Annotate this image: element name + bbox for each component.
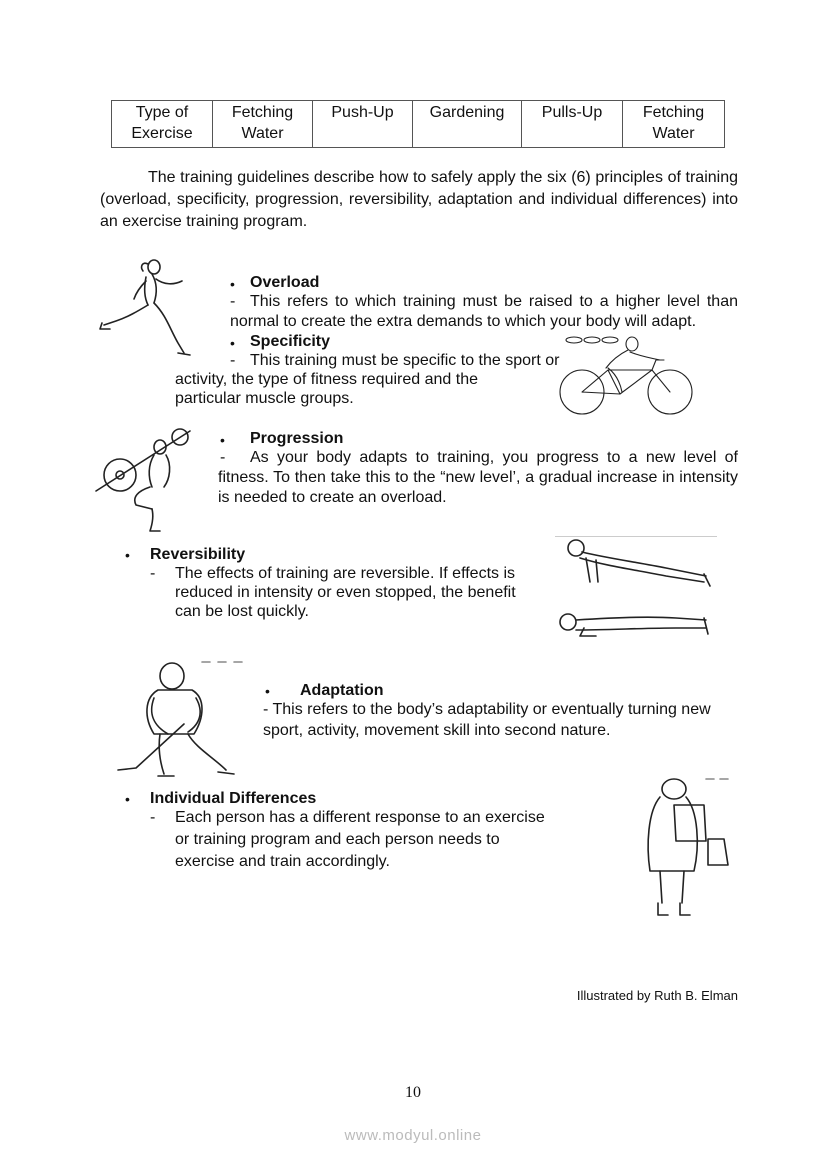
pushup-body-bottom <box>576 628 706 630</box>
table-cell <box>313 101 413 148</box>
pushup-head-top <box>568 540 584 556</box>
hiker-coat <box>648 797 697 871</box>
runner-arm-front <box>156 279 182 284</box>
push-up-illustration <box>556 536 716 648</box>
bullet: • <box>125 547 130 563</box>
runner-leg-front <box>154 303 184 353</box>
reversibility-line: The effects of training are reversible. If effects is <box>175 565 516 582</box>
hockey-helmet <box>160 663 184 689</box>
bike-frame <box>582 370 670 394</box>
barbell-squat-illustration <box>94 425 194 537</box>
hockey-arms <box>152 698 200 734</box>
dash: - <box>150 809 156 826</box>
cyclist-glasses <box>566 337 582 343</box>
table-row <box>112 101 725 148</box>
intro-paragraph: The training guidelines describe how to safely apply the six (6) principles of training (overload, specificity, progression, reversibility, adaptation and individual differences) into an exercise training program. <box>100 169 738 230</box>
pushup-feet-top <box>704 574 710 586</box>
lifter-thigh <box>135 487 152 509</box>
bullet: • <box>220 432 225 448</box>
pushup-head-bottom <box>560 614 576 630</box>
barbell-bar <box>96 431 190 491</box>
specificity-title: Specificity <box>250 333 331 350</box>
hiker-bag <box>708 839 728 865</box>
hockey-stick <box>118 724 184 770</box>
runner-ponytail <box>142 263 148 271</box>
adaptation-line: - This refers to the body’s adaptability or eventually turning new <box>263 701 711 718</box>
pushup-body-top <box>580 558 704 582</box>
page-number: 10 <box>405 1084 421 1101</box>
progression-text: As your body adapts to training, you progress to a new level of fitness. To then take this to the “new level’, a gradual increase in intensity is needed to create an overload. <box>218 449 738 506</box>
specificity-line: particular muscle groups. <box>175 390 354 407</box>
runner-leg-back <box>104 305 148 325</box>
bullet: • <box>265 683 270 699</box>
bullet: • <box>125 791 130 807</box>
runner-foot-front <box>178 353 190 355</box>
specificity-line: activity, the type of fitness required and the <box>175 371 478 388</box>
individual-line: exercise and train accordingly. <box>175 853 390 870</box>
hiker-hood <box>662 779 686 799</box>
table-cell <box>112 101 213 148</box>
cyclist-glasses <box>602 337 618 343</box>
progression-title: Progression <box>250 430 344 447</box>
lifter-torso <box>164 455 170 487</box>
overload-title: Overload <box>250 274 320 291</box>
dash: - <box>230 293 236 310</box>
reversibility-title: Reversibility <box>150 546 246 563</box>
hockey-skates <box>158 772 234 776</box>
cyclist-glasses <box>584 337 600 343</box>
cyclist-head <box>626 337 638 351</box>
cell-text: Fetching Water <box>231 104 294 142</box>
individual-line: Each person has a different response to an exercise <box>175 809 545 826</box>
table-cell <box>213 101 313 148</box>
bullet: • <box>230 276 235 292</box>
dash: - <box>230 352 236 369</box>
overload-text: This refers to which training must be raised to a higher level than normal to create the extra demands to which your body will adapt. <box>230 293 738 330</box>
cell-text: Fetching Water <box>642 104 705 142</box>
hockey-player-illustration <box>114 658 248 784</box>
individual-line: or training program and each person needs to <box>175 831 500 848</box>
hiker-illustration <box>636 775 740 923</box>
table-cell <box>413 101 522 148</box>
cell-text: Push-Up <box>331 104 394 121</box>
adaptation-line: sport, activity, movement skill into second nature. <box>263 722 611 739</box>
runner-illustration <box>98 255 202 359</box>
watermark: www.modyul.online <box>344 1127 482 1144</box>
bike-handlebar <box>652 360 664 370</box>
table-cell <box>522 101 623 148</box>
hiker-boots <box>658 903 690 915</box>
individual-differences-title: Individual Differences <box>150 790 317 807</box>
dash: - <box>220 449 226 466</box>
cell-text: Type of Exercise <box>131 104 193 142</box>
lifter-shin <box>150 509 160 531</box>
reversibility-line: reduced in intensity or even stopped, the benefit <box>175 584 516 601</box>
adaptation-title: Adaptation <box>300 682 384 699</box>
dash: - <box>150 565 156 582</box>
hockey-legs <box>159 734 226 774</box>
hiker-legs <box>660 871 684 903</box>
table-cell <box>623 101 725 148</box>
hiker-backpack <box>674 805 706 841</box>
lifter-torso <box>149 455 154 487</box>
exercise-table <box>111 100 725 148</box>
specificity-line: This training must be specific to the sport or <box>250 352 560 369</box>
pushup-body-bottom <box>576 617 706 620</box>
cyclist-illustration <box>556 330 698 416</box>
bullet: • <box>230 335 235 351</box>
cell-text: Gardening <box>429 104 505 121</box>
cyclist-body <box>606 350 660 392</box>
runner-head <box>148 260 160 274</box>
illustrator-credit: Illustrated by Ruth B. Elman <box>576 988 738 1003</box>
reversibility-line: can be lost quickly. <box>175 603 309 620</box>
cell-text: Pulls-Up <box>541 104 603 121</box>
